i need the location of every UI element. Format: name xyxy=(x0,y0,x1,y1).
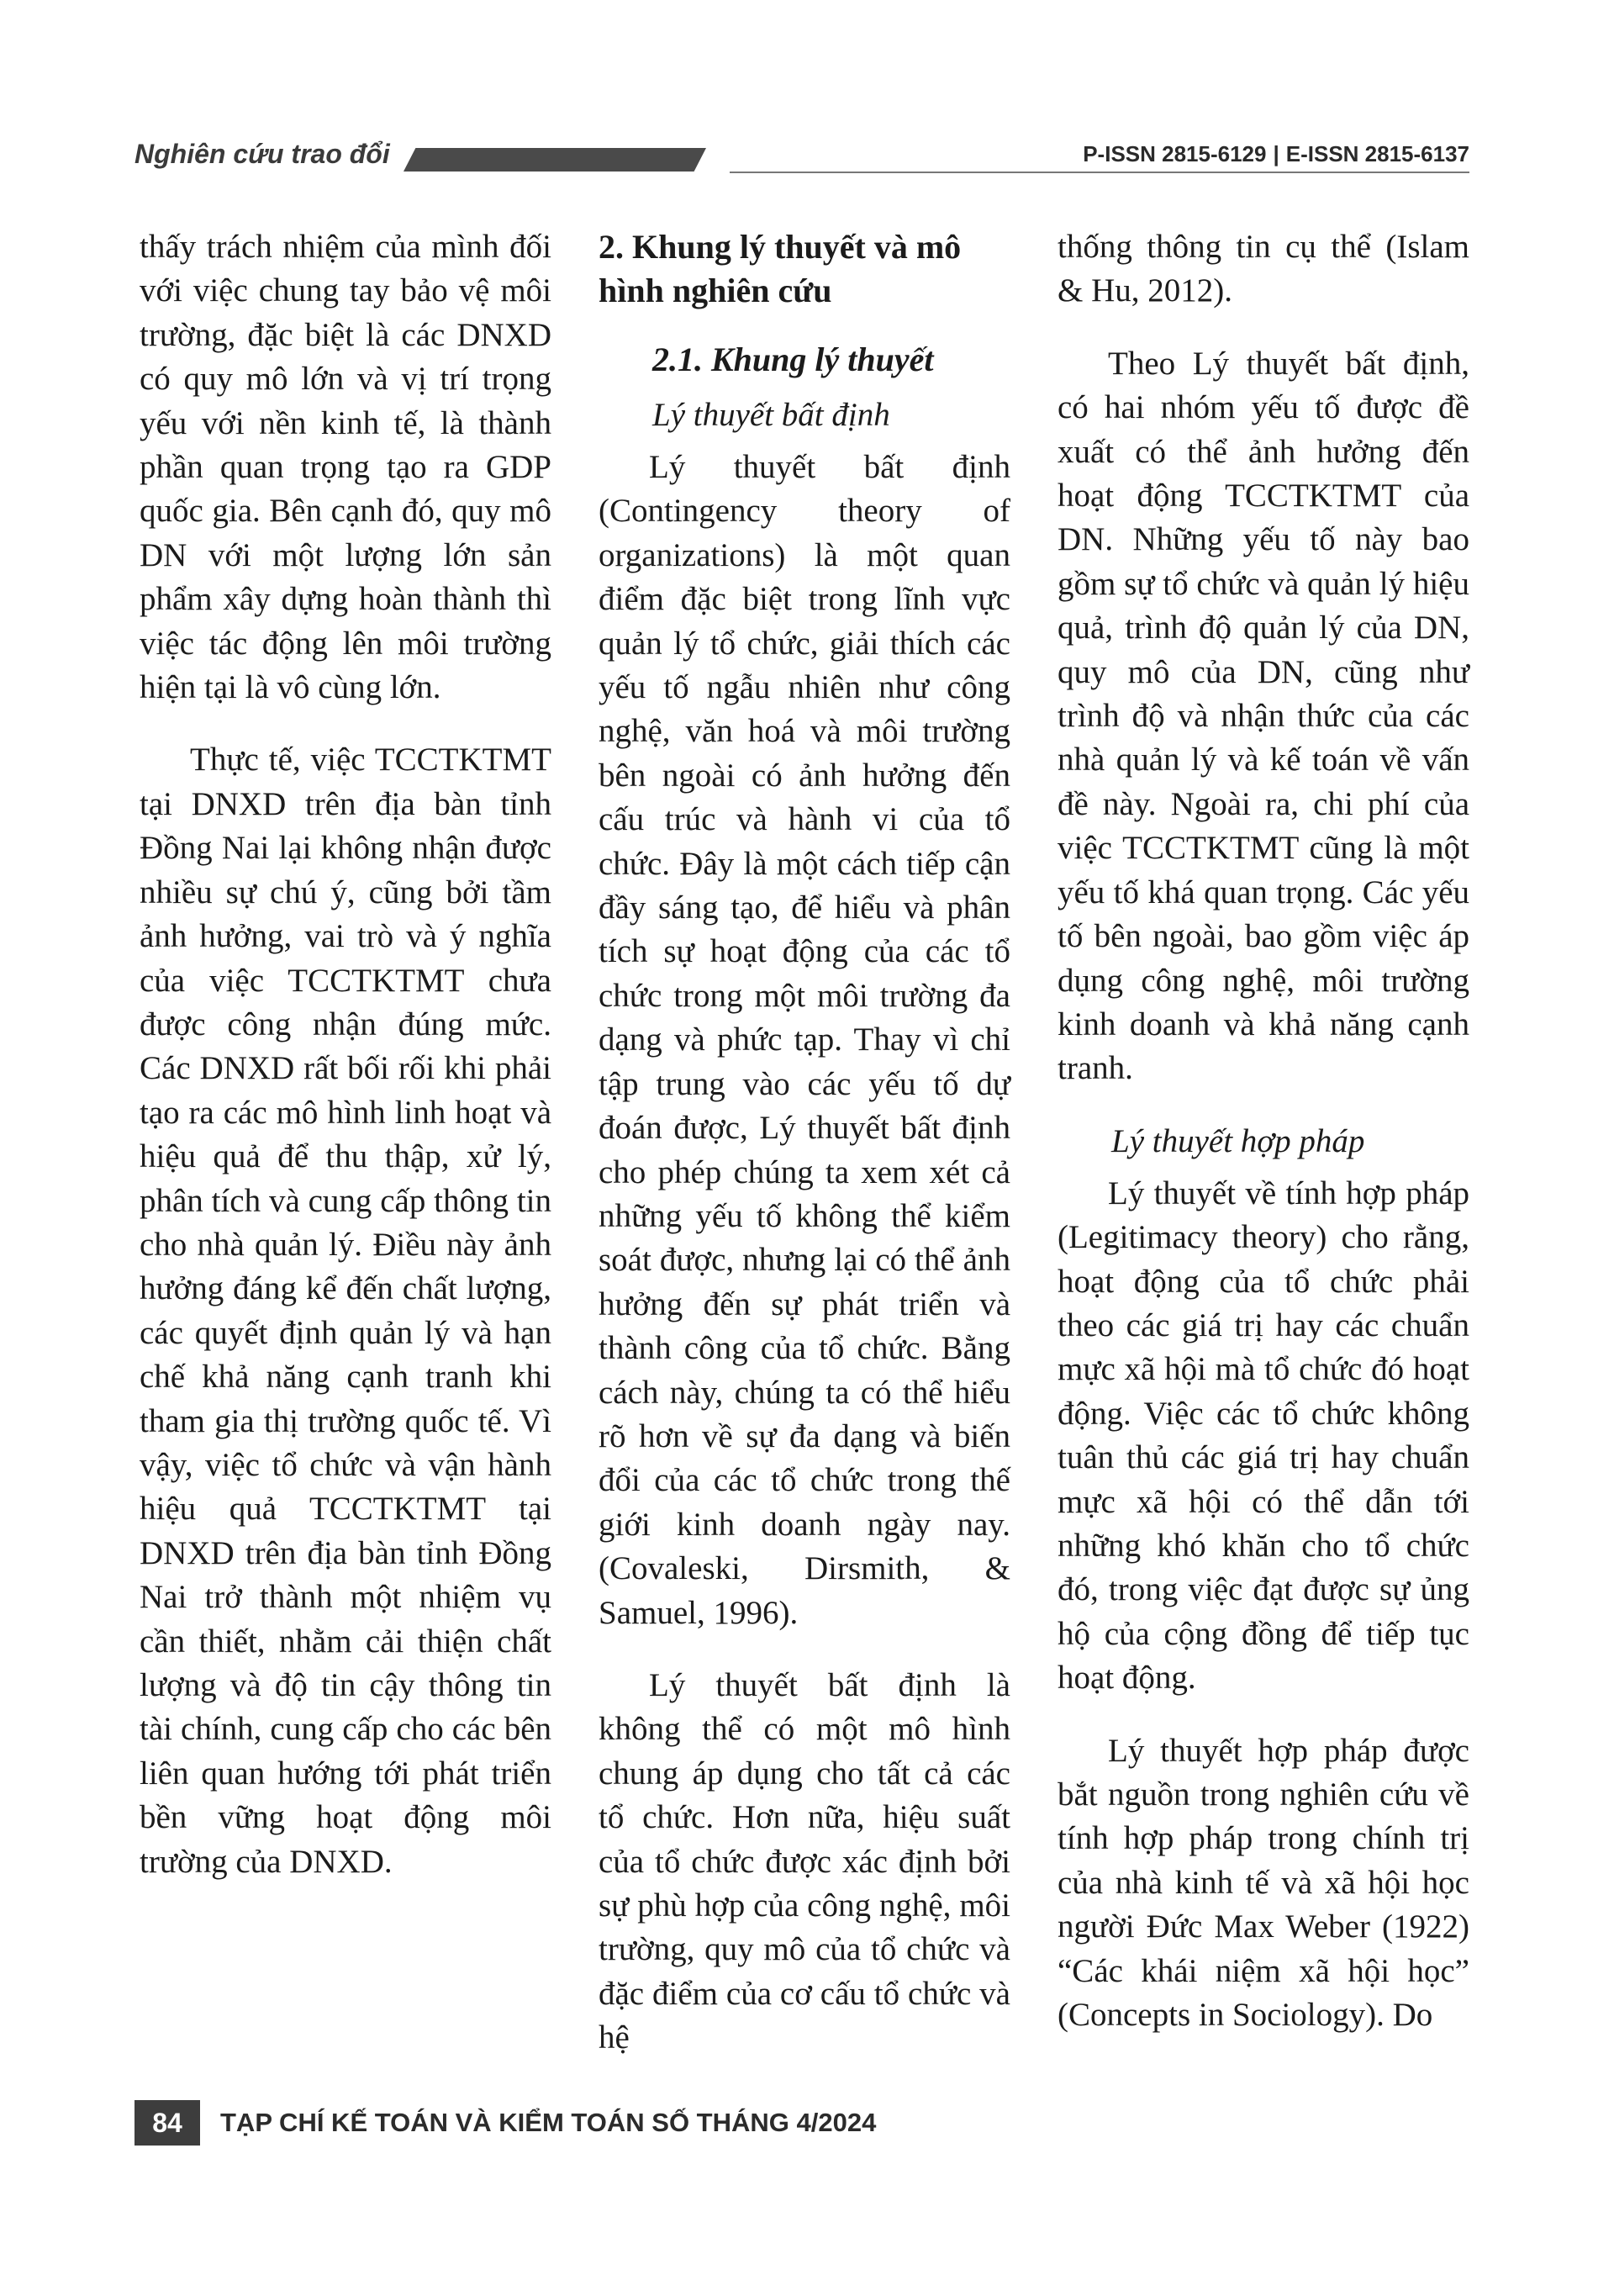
col1-paragraph-2: Thực tế, việc TCCTKTMT tại DNXD trên địa bàn tỉnh Đồng Nai lại không nhận được nhiều sự chú ý, cũng bởi tầm ảnh hưởng, vai trò và ý nghĩa của việc TCCTKTMT chưa được công nhận đúng mức. Các DNXD rất bối rối khi phải tạo ra các mô hình linh hoạt và hiệu quả để thu thập, xử lý, phân tích và cung cấp thông tin cho nhà quản lý. Điều này ảnh hưởng đáng kể đến chất lượng, các quyết định quản lý và hạn chế khả năng cạnh tranh khi tham gia thị trường quốc tế. Vì vậy, việc tổ chức và vận hành hiệu quả TCCTKTMT tại DNXD trên địa bàn tỉnh Đồng Nai trở thành một nhiệm vụ cần thiết, nhằm cải thiện chất lượng và độ tin cậy thông tin tài chính, cung cấp cho các bên liên quan hướng tới phát triển bền vững hoạt động môi trường của DNXD. xyxy=(140,742,551,1880)
col3-paragraph-2: Theo Lý thuyết bất định, có hai nhóm yếu tố được đề xuất có thể ảnh hưởng đến hoạt động TCCTKTMT của DN. Những yếu tố này bao gồm sự tổ chức và quản lý hiệu quả, trình độ quản lý của DN, quy mô của DN, cũng như trình độ và nhận thức của các nhà quản lý và kế toán về vấn đề này. Ngoài ra, chi phí của việc TCCTKTMT cũng là một yếu tố khá quan trọng. Các yếu tố bên ngoài, bao gồm việc áp dụng công nghệ, môi trường kinh doanh và khả năng cạnh tranh. xyxy=(1058,345,1469,1087)
p-issn: P-ISSN 2815-6129 xyxy=(1083,140,1267,166)
header-decorative-bar xyxy=(404,148,706,172)
page-number: 84 xyxy=(134,2100,200,2146)
issn-info xyxy=(1083,135,1469,173)
column-3 xyxy=(1058,225,1469,2066)
column-1 xyxy=(140,225,551,1913)
col3-paragraph-1: thống thông tin cụ thể (Islam & Hu, 2012). xyxy=(1058,229,1469,309)
issn-separator: | xyxy=(1273,140,1279,166)
col2-paragraph-1: Lý thuyết bất định (Contingency theory of organizations) là một quan điểm đặc biệt trong lĩnh vực quản lý tổ chức, giải thích các yếu tố ngẫu nhiên như công nghệ, văn hoá và môi trường bên ngoài có ảnh hưởng đến cấu trúc và hành vi của tổ chức. Đây là một cách tiếp cận đầy sáng tạo, để hiểu và phân tích sự hoạt động của các tổ chức trong một môi trường đa dạng và phức tạp. Thay vì chỉ tập trung vào các yếu tố dự đoán được, Lý thuyết bất định cho phép chúng ta xem xét cả những yếu tố không thể kiểm soát được, nhưng lại có thể ảnh hưởng đến sự phát triển và thành công của tổ chức. Bằng cách này, chúng ta có thể hiểu rõ hơn về sự đa dạng và biến đổi của các tổ chức trong thế giới kinh doanh ngày nay. (Covaleski, Dirsmith, & Samuel, 1996). xyxy=(599,449,1010,1631)
section-label-wrap xyxy=(134,135,390,173)
section-label: Nghiên cứu trao đổi xyxy=(134,138,390,169)
col3-paragraph-3: Lý thuyết về tính hợp pháp (Legitimacy theory) cho rằng, hoạt động của tổ chức phải theo các giá trị hay các chuẩn mực xã hội mà tổ chức đó hoạt động. Việc các tổ chức không tuân thủ các giá trị hay chuẩn mực xã hội có thể dẫn tới những khó khăn cho tổ chức đó, trong việc đạt được sự ủng hộ của cộng đồng để tiếp tục hoạt động. xyxy=(1058,1174,1469,1697)
col3-paragraph-4: Lý thuyết hợp pháp được bắt nguồn trong nghiên cứu về tính hợp pháp trong chính trị của nhà kinh tế và xã hội học người Đức Max Weber (1922) “Các khái niệm xã hội học” (Concepts in Sociology). Do xyxy=(1058,1732,1469,2034)
journal-name: TẠP CHÍ KẾ TOÁN VÀ KIỂM TOÁN SỐ THÁNG 4/2024 xyxy=(220,2108,877,2137)
col2-paragraph-2: Lý thuyết bất định là không thể có một mô hình chung áp dụng cho tất cả các tổ chức. Hơn nữa, hiệu suất của tổ chức được xác định bởi sự phù hợp của công nghệ, môi trường, quy mô của tổ chức và đặc điểm của cơ cấu tổ chức và hệ xyxy=(599,1666,1010,2056)
theory-title-contingency: Lý thuyết bất định xyxy=(652,397,890,433)
e-issn: E-ISSN 2815-6137 xyxy=(1285,140,1469,166)
page-header xyxy=(134,135,1469,173)
page-footer xyxy=(134,2100,876,2146)
column-2 xyxy=(599,225,1010,2089)
section-heading: 2. Khung lý thuyết và mô hình nghiên cứu xyxy=(599,228,962,309)
col1-paragraph-1: thấy trách nhiệm của mình đối với việc chung tay bảo vệ môi trường, đặc biệt là các DNXD có quy mô lớn và vị trí trọng yếu với nền kinh tế, là thành phần quan trọng tạo ra GDP quốc gia. Bên cạnh đó, quy mô DN với một lượng lớn sản phẩm xây dựng hoàn thành thì việc tác động lên môi trường hiện tại là vô cùng lớn. xyxy=(140,229,551,706)
theory-title-legitimacy: Lý thuyết hợp pháp xyxy=(1111,1122,1365,1159)
subsection-heading: 2.1. Khung lý thuyết xyxy=(652,340,934,378)
